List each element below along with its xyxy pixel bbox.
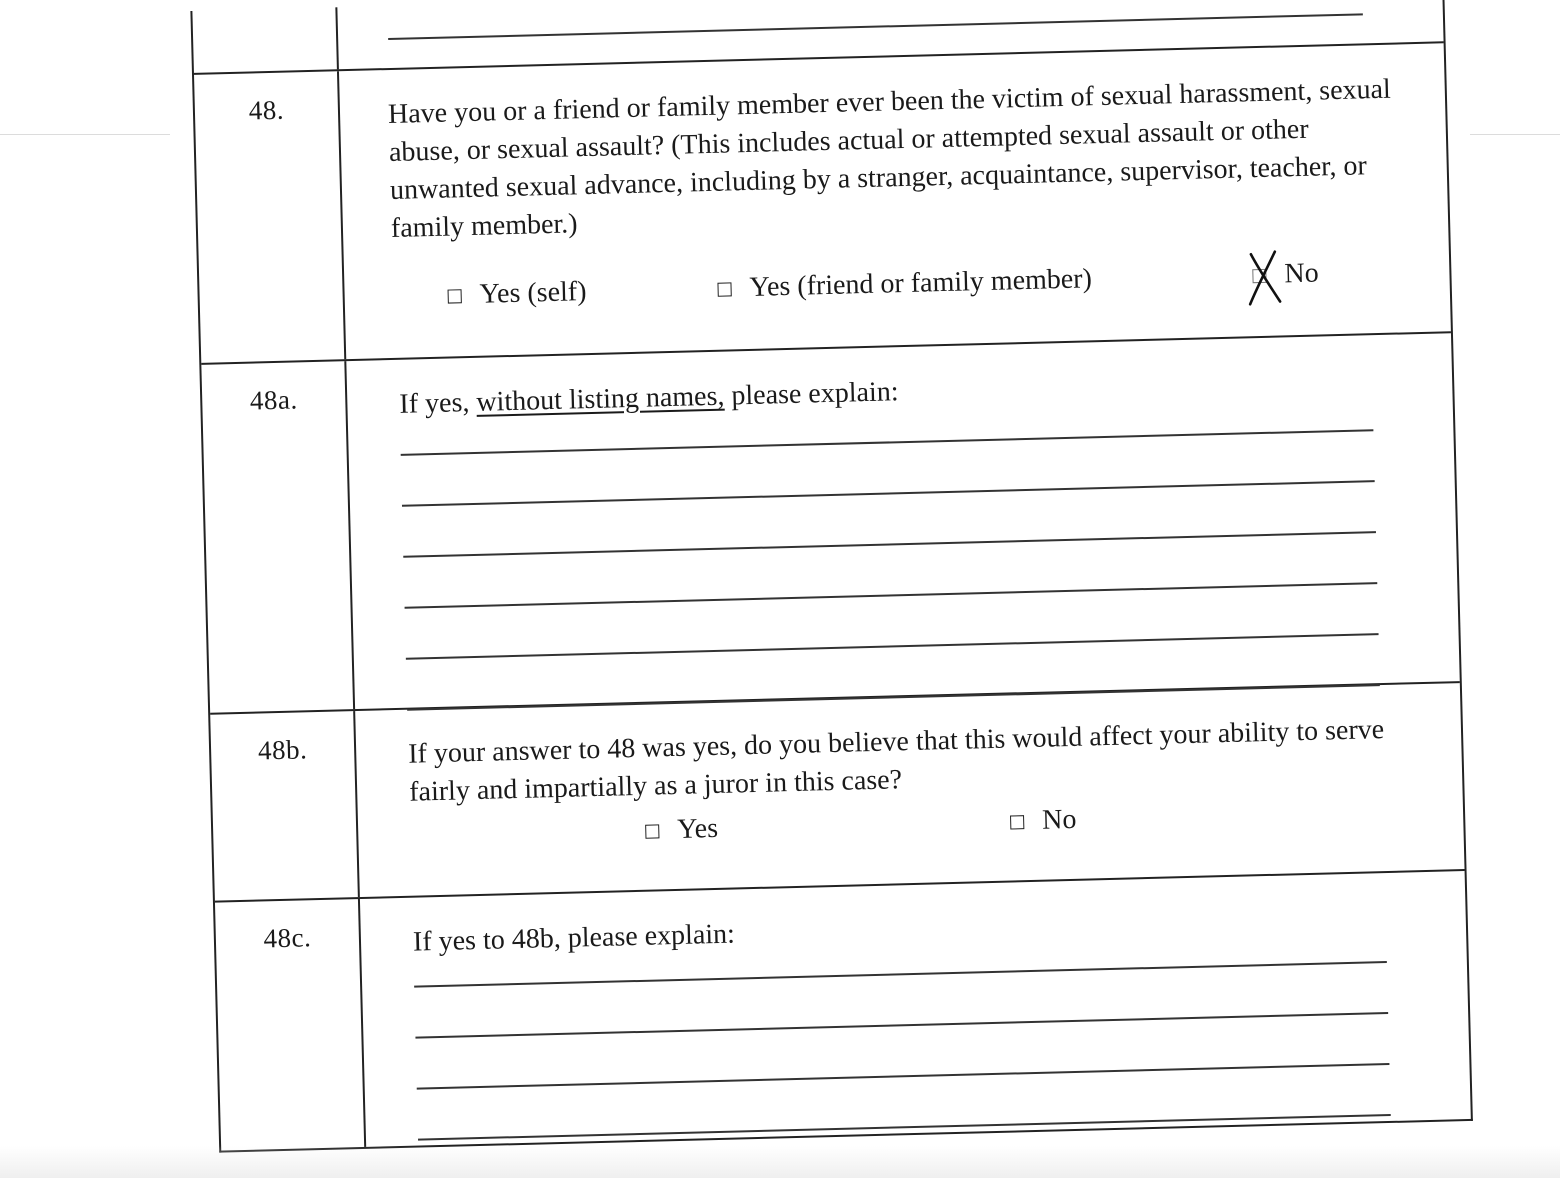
- handwritten-x-mark-icon: [1245, 249, 1286, 306]
- checkbox-yes-self[interactable]: [448, 289, 462, 303]
- option-no[interactable]: [1252, 255, 1319, 295]
- answer-line-2[interactable]: [415, 1012, 1388, 1039]
- question-48a-text-prefix: If yes,: [399, 386, 477, 420]
- answer-line-4[interactable]: [418, 1114, 1391, 1141]
- checkbox-yes[interactable]: [645, 824, 659, 838]
- question-number: 48c.: [215, 899, 366, 1151]
- question-48a-row: [201, 331, 1459, 713]
- checkbox-no[interactable]: [1010, 815, 1024, 829]
- scan-bottom-edge: [0, 1146, 1560, 1178]
- option-yes-self-label: Yes (self): [479, 276, 587, 310]
- question-48b-content: [355, 683, 1464, 897]
- option-yes[interactable]: [645, 810, 719, 850]
- checkbox-no-checked[interactable]: [1252, 269, 1266, 283]
- question-number: 48.: [194, 71, 346, 363]
- answer-line-3[interactable]: [417, 1063, 1390, 1090]
- question-number: 48b.: [210, 711, 360, 901]
- question-48a-text: [399, 360, 1413, 424]
- answer-line-1[interactable]: [401, 429, 1374, 456]
- option-yes-label: Yes: [676, 812, 719, 845]
- option-yes-self[interactable]: [447, 273, 587, 315]
- question-48a-emphasis: without listing names,: [475, 380, 725, 418]
- question-48b-text: If your answer to 48 was yes, do you believe that this would affect your ability to serve fairly and impartially as a juror in this case?: [407, 714, 1385, 808]
- option-no-label: No: [1041, 803, 1077, 836]
- answer-line-5[interactable]: [406, 633, 1379, 660]
- question-48-row: [194, 41, 1451, 363]
- question-48-text: Have you or a friend or family member ever been the victim of sexual harassment, sexual abuse, or sexual assault? (This includes actual or attempted sexual assault or other unwanted sexual advance, including by a stranger, acquaintance, supervisor, teacher, or family member.): [387, 73, 1392, 244]
- question-48a-text-suffix: please explain:: [724, 376, 899, 412]
- option-yes-friend-family-label: Yes (friend or family member): [749, 263, 1093, 303]
- answer-line-3[interactable]: [403, 531, 1376, 558]
- question-48c-content: [360, 871, 1471, 1147]
- question-number: 48a.: [201, 361, 355, 713]
- question-48-content: [339, 43, 1451, 359]
- option-no[interactable]: [1010, 801, 1077, 841]
- question-48b-row: [210, 681, 1464, 901]
- answer-line-1[interactable]: [414, 961, 1387, 988]
- questionnaire-table: [190, 0, 1472, 1153]
- question-48c-text: If yes to 48b, please explain:: [412, 918, 736, 958]
- answer-line-2[interactable]: [402, 480, 1375, 507]
- option-no-label: No: [1284, 257, 1320, 290]
- checkbox-yes-friend-family[interactable]: [717, 282, 731, 296]
- answer-line[interactable]: [388, 13, 1363, 40]
- answer-line-4[interactable]: [405, 582, 1378, 609]
- question-48c-row: [215, 869, 1471, 1151]
- question-48a-content: [346, 333, 1459, 709]
- option-yes-friend-family[interactable]: [717, 260, 1092, 307]
- question-number-cell: [192, 7, 339, 73]
